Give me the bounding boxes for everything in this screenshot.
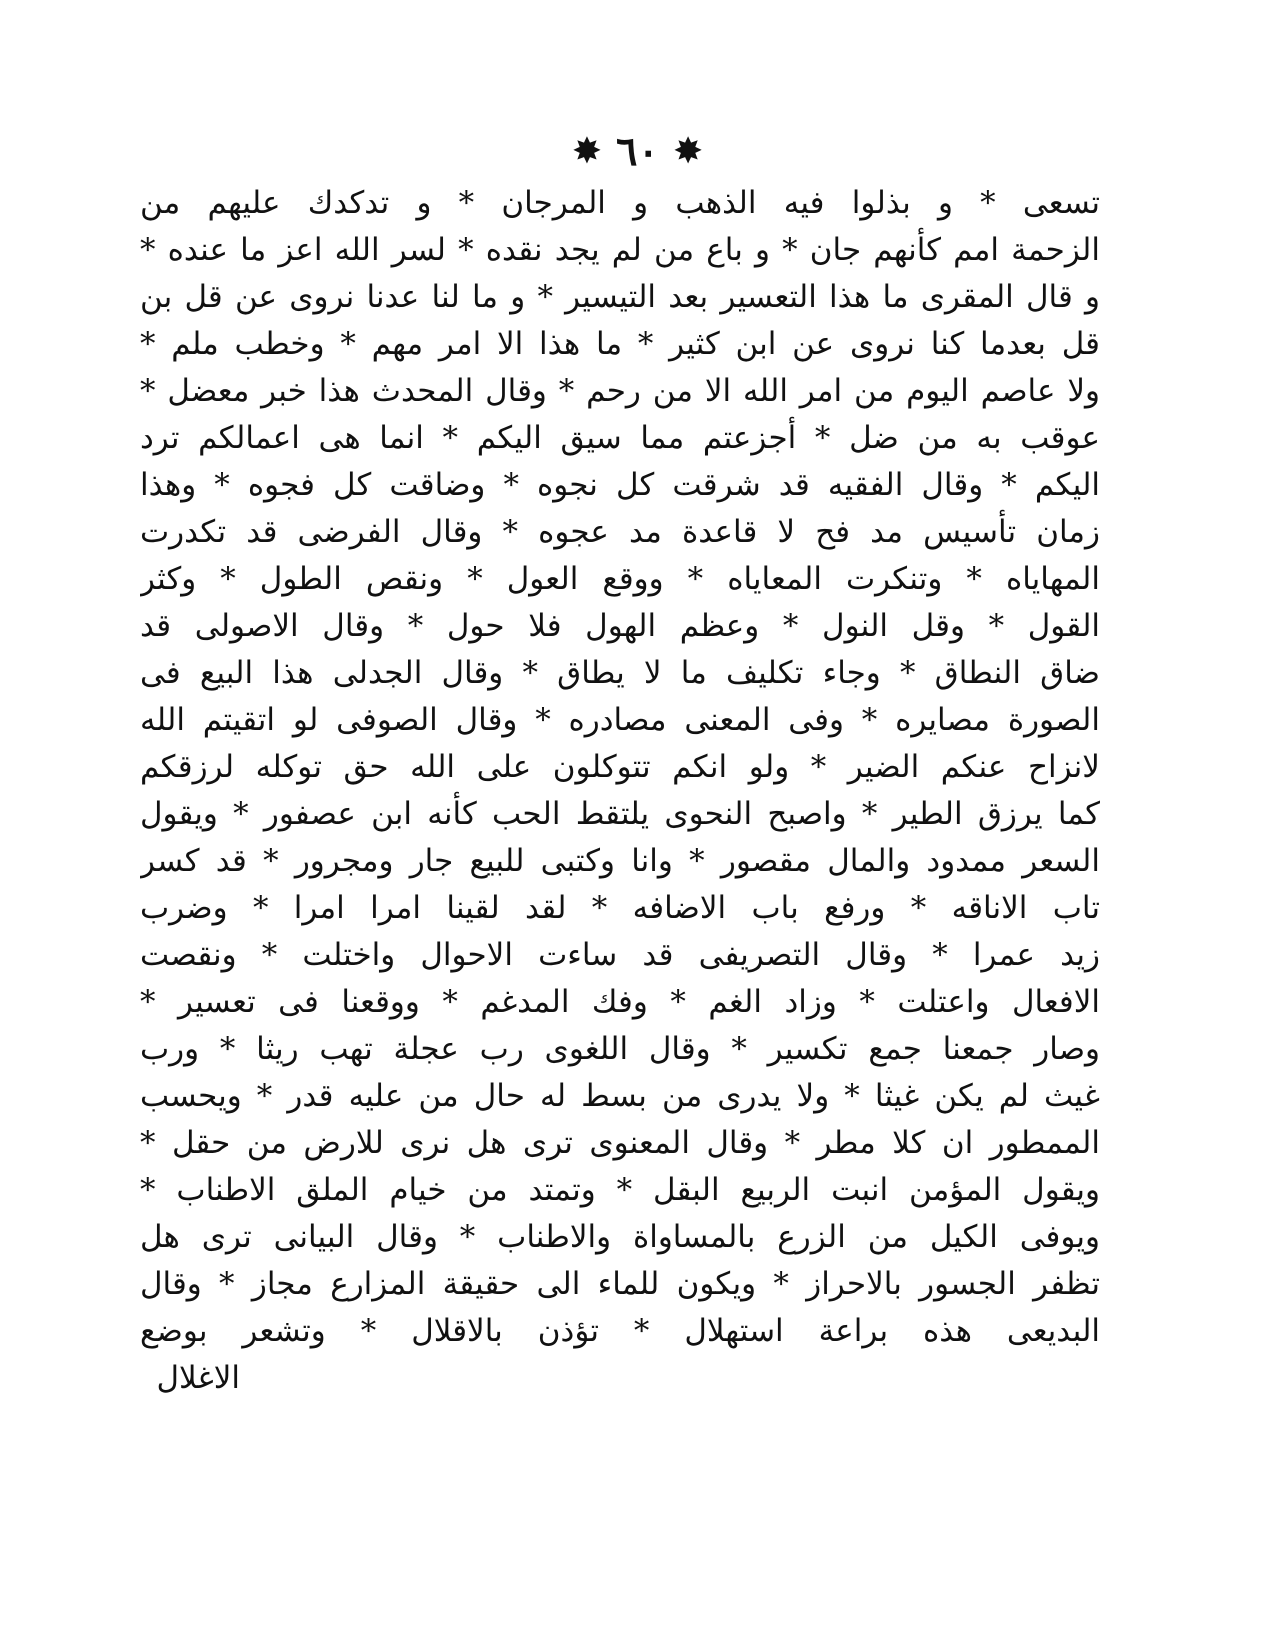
- page-header: [0, 122, 1275, 182]
- body-text: [140, 180, 1100, 1402]
- text-line: عوقب به من ضل * أجزعتم مما سيق اليكم * انما هى اعمالكم ترد: [140, 420, 1100, 456]
- text-line: زيد عمرا * وقال التصريفى قد ساءت الاحوال واختلت * ونقصت: [140, 937, 1100, 973]
- text-line: تظفر الجسور بالاحراز * ويكون للماء الى حقيقة المزارع مجاز * وقال: [140, 1266, 1100, 1302]
- text-line: كما يرزق الطير * واصبح النحوى يلتقط الحب كأنه ابن عصفور * ويقول: [140, 796, 1100, 832]
- text-line: اليكم * وقال الفقيه قد شرقت كل نجوه * وضاقت كل فجوه * وهذا: [140, 467, 1100, 503]
- text-line: ويقول المؤمن انبت الربيع البقل * وتمتد من خيام الملق الاطناب *: [140, 1172, 1100, 1208]
- text-line: المهاياه * وتنكرت المعاياه * ووقع العول * ونقص الطول * وكثر: [140, 561, 1100, 597]
- text-line: قل بعدما كنا نروى عن ابن كثير * ما هذا الا امر مهم * وخطب ملم *: [140, 326, 1100, 362]
- text-line: و قال المقرى ما هذا التعسير بعد التيسير * و ما لنا عدنا نروى عن قل بن: [140, 279, 1100, 315]
- text-line: البديعى هذه براعة استهلال * تؤذن بالاقلال * وتشعر بوضع: [140, 1313, 1100, 1349]
- text-line: زمان تأسيس مد فح لا قاعدة مد عجوه * وقال الفرضى قد تكدرت: [140, 514, 1100, 550]
- text-line: لانزاح عنكم الضير * ولو انكم تتوكلون على الله حق توكله لرزقكم: [140, 749, 1100, 785]
- text-line: وصار جمعنا جمع تكسير * وقال اللغوى رب عجلة تهب ريثا * ورب: [140, 1031, 1100, 1067]
- text-line: ضاق النطاق * وجاء تكليف ما لا يطاق * وقال الجدلى هذا البيع فى: [140, 655, 1100, 691]
- text-line-last: الاغلال: [156, 1360, 240, 1396]
- text-line: الصورة مصايره * وفى المعنى مصادره * وقال الصوفى لو اتقيتم الله: [140, 702, 1100, 738]
- text-line: ولا عاصم اليوم من امر الله الا من رحم * وقال المحدث هذا خبر معضل *: [140, 373, 1100, 409]
- text-line: ويوفى الكيل من الزرع بالمساواة والاطناب * وقال البيانى ترى هل: [140, 1219, 1100, 1255]
- text-line: الزحمة امم كأنهم جان * و باع من لم يجد نقده * لسر الله اعز ما عنده *: [140, 232, 1100, 268]
- text-line: غيث لم يكن غيثا * ولا يدرى من بسط له حال من عليه قدر * ويحسب: [140, 1078, 1100, 1114]
- ornament-star-icon: ✸: [672, 131, 704, 172]
- text-line: الممطور ان كلا مطر * وقال المعنوى ترى هل نرى للارض من حقل *: [140, 1125, 1100, 1161]
- ornament-star-icon: ✸: [571, 131, 603, 172]
- text-line: الافعال واعتلت * وزاد الغم * وفك المدغم * ووقعنا فى تعسير *: [140, 984, 1100, 1020]
- text-line: تسعى * و بذلوا فيه الذهب و المرجان * و تدكدك عليهم من: [140, 185, 1100, 221]
- text-line: تاب الاناقه * ورفع باب الاضافه * لقد لقينا امرا امرا * وضرب: [140, 890, 1100, 926]
- text-line: السعر ممدود والمال مقصور * وانا وكتبى للبيع جار ومجرور * قد كسر: [140, 843, 1100, 879]
- page-number: ٦٠: [616, 128, 659, 175]
- text-line: القول * وقل النول * وعظم الهول فلا حول * وقال الاصولى قد: [140, 608, 1100, 644]
